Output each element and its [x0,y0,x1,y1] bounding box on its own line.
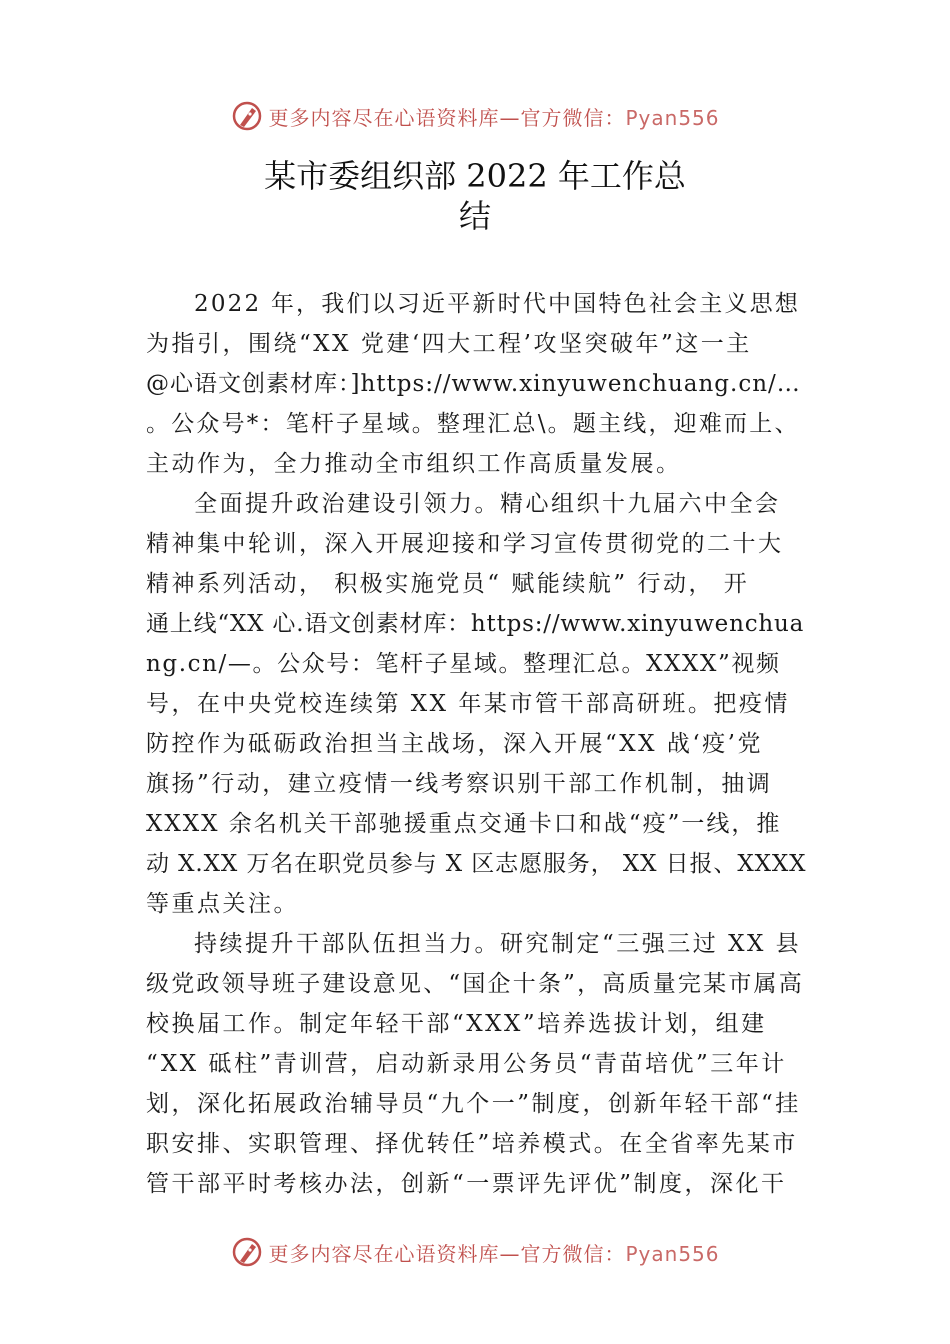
text-line: 级党政领导班子建设意见、“国企十条”，高质量完某市属高 [146,971,804,997]
text-line: 等重点关注。 [146,891,299,917]
text-line: 校换届工作。制定年轻干部“XXX”培养选拔计划，组建 [146,1011,767,1037]
document-title [0,156,950,236]
pen-nib-logo-icon [230,1235,264,1269]
banner-label: 更多内容尽在心语资料库—官方微信： [268,105,626,130]
text-line: 精神系列活动， 积极实施党员“ 赋能续航” 行动， 开 [146,571,750,597]
text-line: 主动作为，全力推动全市组织工作高质量发展。 [146,451,682,477]
text-line: 持续提升干部队伍担当力。研究制定“三强三过 XX 县 [194,931,802,957]
title-line-1: 某市委组织部 2022 年工作总 [264,157,686,195]
pen-nib-logo-icon [230,99,264,133]
banner-text [268,1238,719,1267]
header-banner [0,96,950,136]
wechat-id: Pyan556 [625,105,720,130]
banner-label: 更多内容尽在心语资料库—官方微信： [268,1241,626,1266]
text-line: 旗扬”行动，建立疫情一线考察识别干部工作机制，抽调 [146,771,773,797]
text-line: “XX 砥柱”青训营，启动新录用公务员“青苗培优”三年计 [146,1051,787,1077]
banner-text [268,102,719,131]
text-line: 通上线“XX 心.语文创素材库：https://www.xinyuwenchua [146,611,805,637]
text-line: 全面提升政治建设引领力。精心组织十九届六中全会 [194,491,781,517]
text-line: ng.cn/—。公众号：笔杆子星域。整理汇总。XXXX”视频 [146,651,781,677]
document-body [146,284,806,1204]
text-line: 管干部平时考核办法，创新“一票评先评优”制度，深化干 [146,1171,787,1197]
text-line: 精神集中轮训，深入开展迎接和学习宣传贯彻党的二十大 [146,531,784,557]
text-line: XXXX 余名机关干部驰援重点交通卡口和战“疫”一线，推 [146,811,782,837]
text-line: 。公众号*：笔杆子星域。整理汇总\。题主线，迎难而上、 [146,411,800,437]
text-line: 号，在中央党校连续第 XX 年某市管干部高研班。把疫情 [146,691,790,717]
text-line: @心语文创素材库：]https://www.xinyuwenchuang.cn/… [146,371,801,397]
text-line: 防控作为砥砺政治担当主战场，深入开展“XX 战‘疫’党 [146,731,763,757]
title-line-2: 结 [458,197,491,235]
wechat-id: Pyan556 [625,1241,720,1266]
text-line: 2022 年，我们以习近平新时代中国特色社会主义思想 [194,291,801,317]
text-line: 动 X.XX 万名在职党员参与 X 区志愿服务， XX 日报、XXXX [146,851,807,877]
text-line: 划，深化拓展政治辅导员“九个一”制度，创新年轻干部“挂 [146,1091,801,1117]
footer-banner [0,1232,950,1272]
text-line: 职安排、实职管理、择优转任”培养模式。在全省率先某市 [146,1131,798,1157]
text-line: 为指引，围绕“XX 党建‘四大工程’攻坚突破年”这一主 [146,331,752,357]
